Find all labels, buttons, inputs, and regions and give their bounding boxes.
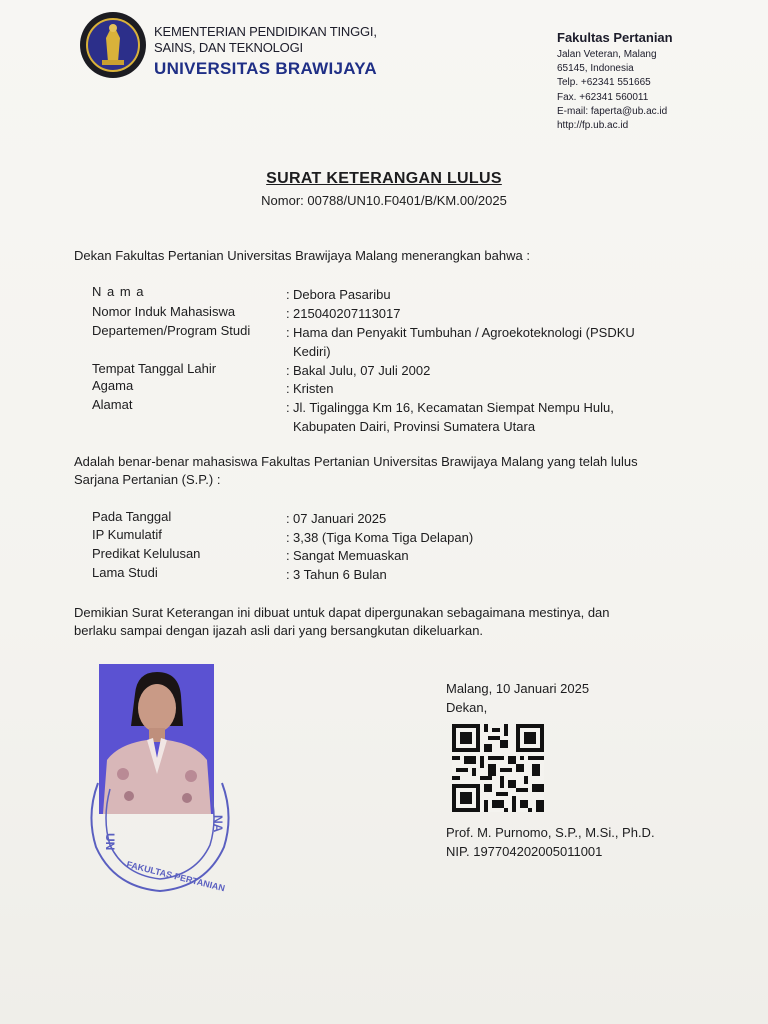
- field-value-name: : Debora Pasaribu: [286, 287, 391, 302]
- field-value-nim: : 215040207113017: [286, 306, 401, 321]
- document-number: Nomor: 00788/UN10.F0401/B/KM.00/2025: [261, 193, 507, 208]
- grad-value-gpa: : 3,38 (Tiga Koma Tiga Delapan): [286, 530, 474, 545]
- intro-text: Dekan Fakultas Pertanian Universitas Brawijaya Malang menerangkan bahwa :: [74, 248, 530, 263]
- field-label-name: N a m a: [92, 284, 145, 299]
- field-label-birth: Tempat Tanggal Lahir: [92, 361, 217, 376]
- field-value-birth: : Bakal Julu, 07 Juli 2002: [286, 363, 431, 378]
- signatory-name: Prof. M. Purnomo, S.P., M.Si., Ph.D.: [446, 825, 655, 840]
- field-value-religion: : Kristen: [286, 381, 334, 396]
- faculty-stamp: [84, 775, 236, 893]
- signatory-nip: NIP. 197704202005011001: [446, 844, 603, 859]
- grad-value-date: : 07 Januari 2025: [286, 511, 387, 526]
- field-label-program: Departemen/Program Studi: [92, 323, 251, 338]
- university-name: UNIVERSITAS BRAWIJAYA: [154, 59, 377, 78]
- ministry-name: KEMENTERIAN PENDIDIKAN TINGGI, SAINS, DAN TEKNOLOGI: [154, 24, 377, 55]
- qr-code-icon: [452, 724, 544, 812]
- grad-label-duration: Lama Studi: [92, 565, 158, 580]
- faculty-name: Fakultas Pertanian: [557, 30, 673, 45]
- field-label-nim: Nomor Induk Mahasiswa: [92, 304, 236, 319]
- brawijaya-logo: [78, 10, 148, 80]
- grad-value-duration: : 3 Tahun 6 Bulan: [286, 567, 387, 582]
- grad-label-date: Pada Tanggal: [92, 509, 172, 524]
- field-value-program: : Hama dan Penyakit Tumbuhan / Agroekoteknologi (PSDKU Kediri): [286, 325, 635, 359]
- grad-label-predicate: Predikat Kelulusan: [92, 546, 201, 561]
- grad-value-predicate: : Sangat Memuaskan: [286, 548, 409, 563]
- signature-header: Malang, 10 Januari 2025 Dekan,: [446, 681, 590, 715]
- stamp-bottom-text: FAKULTAS PERTANIAN: [125, 859, 226, 893]
- document-title: SURAT KETERANGAN LULUS: [266, 170, 502, 187]
- stamp-right-text: NA: [211, 815, 225, 833]
- stamp-left-text: UN: [103, 833, 117, 851]
- field-label-religion: Agama: [92, 378, 134, 393]
- grad-label-gpa: IP Kumulatif: [92, 527, 162, 542]
- closing-text: Demikian Surat Keterangan ini dibuat untuk dapat dipergunakan sebagaimana mestinya, dan berlaku sampai dengan ijazah asli dari yang bersangkutan dikeluarkan.: [74, 605, 610, 638]
- field-label-address: Alamat: [92, 397, 133, 412]
- faculty-address: Jalan Veteran, Malang 65145, Indonesia Telp. +62341 551665 Fax. +62341 560011 E-mail: faperta@ub.ac.id http://fp.ub.ac.id: [557, 49, 668, 132]
- signatory: [446, 823, 655, 861]
- statement-text: Adalah benar-benar mahasiswa Fakultas Pertanian Universitas Brawijaya Malang yang telah lulus Sarjana Pertanian (S.P.) :: [74, 454, 638, 487]
- field-value-address: : Jl. Tigalingga Km 16, Kecamatan Siempat Nempu Hulu, Kabupaten Dairi, Provinsi Sumatera Utara: [286, 400, 614, 434]
